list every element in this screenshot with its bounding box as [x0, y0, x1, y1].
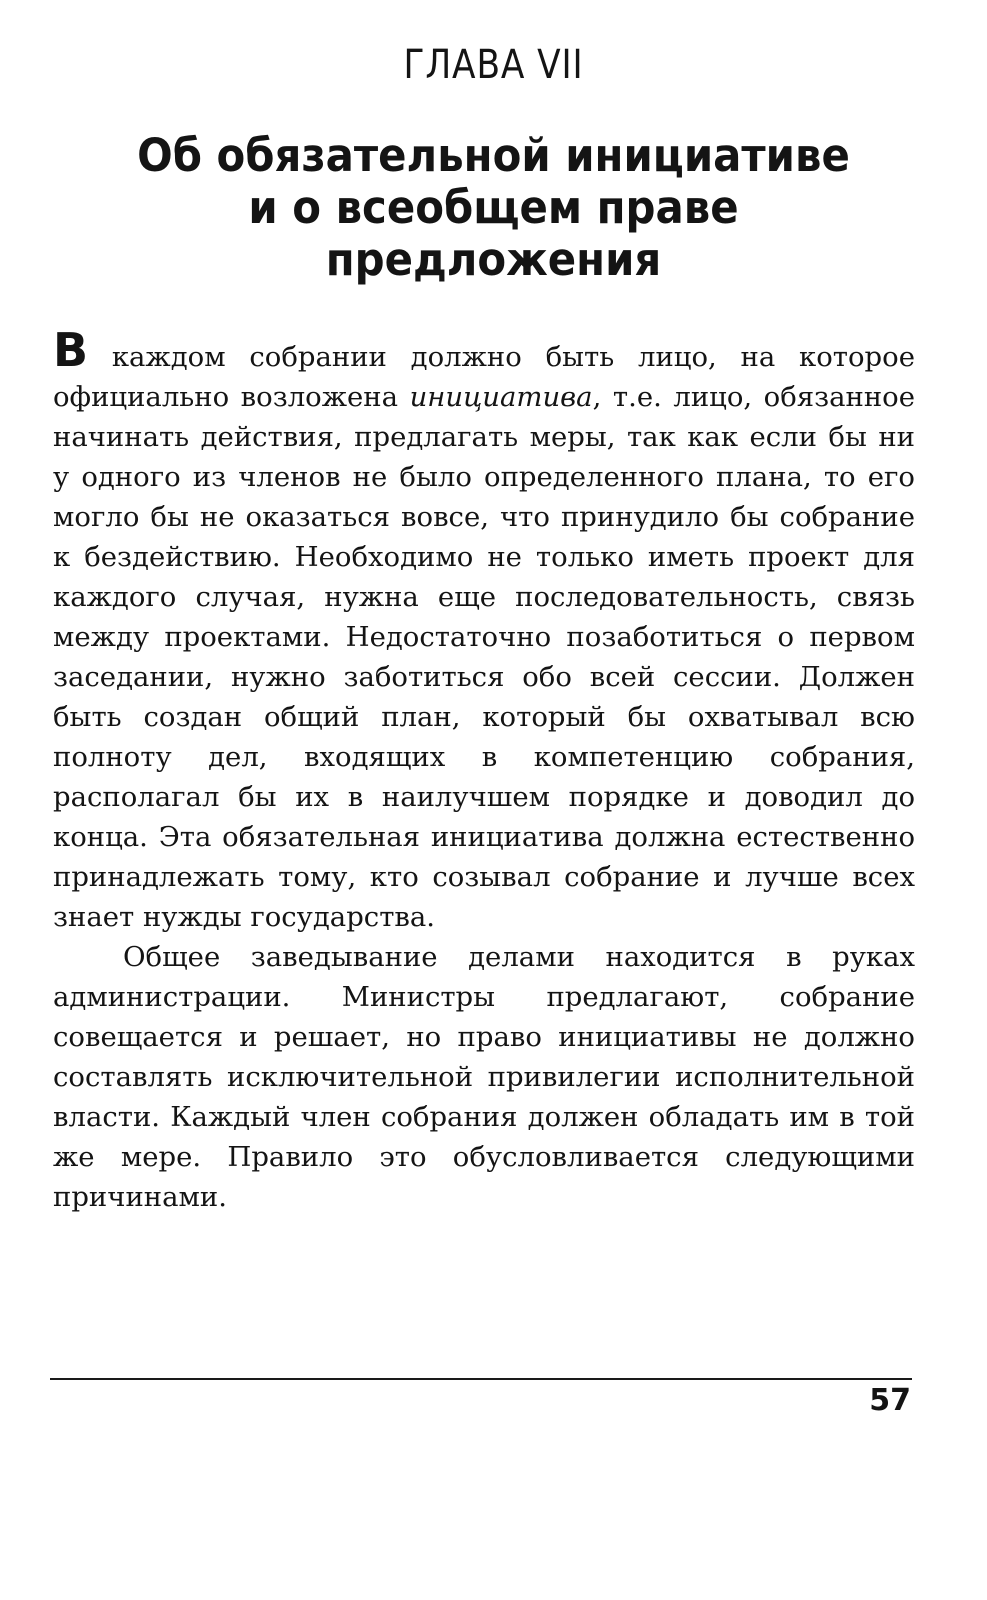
chapter-title [72, 130, 916, 286]
page-number: 57 [869, 1383, 911, 1418]
paragraph-1-emphasis: инициатива [409, 381, 593, 413]
chapter-title-line-3: предложения [325, 233, 662, 286]
body-text [53, 323, 915, 1217]
footer-rule [50, 1378, 912, 1380]
chapter-title-line-1: Об обязательной инициативе [137, 129, 850, 182]
paragraph-1-text-a: каждом собрании должно быть лицо, на которое официально возложена [53, 341, 915, 413]
chapter-title-line-2: и о всеобщем праве [248, 181, 739, 234]
chapter-label: ГЛАВА VII [403, 42, 584, 88]
drop-cap: В [53, 323, 89, 377]
paragraph-1 [53, 323, 915, 937]
paragraph-2: Общее заведывание делами находится в руках администрации. Министры предлагают, собрание совещается и решает, но право инициативы не должно составлять исключительной привилегии исполнительной власти. Каждый член собрания должен обладать им в той же мере. Правило это обусловливается следующими причинами. [53, 941, 915, 1213]
paragraph-1-text-b: , т.е. лицо, обязанное начинать действия, предлагать меры, так как если бы ни у одного из членов не было определенного плана, то его могло бы не оказаться вовсе, что принудило бы собрание к бездействию. Необходимо не только иметь проект для каждого случая, нужна еще последовательность, связь между проектами. Недостаточно позаботиться о первом заседании, нужно заботиться обо всей сессии. Должен быть создан общий план, который бы охватывал всю полноту дел, входящих в компетенцию собрания, располагал бы их в наилучшем порядке и доводил до конца. Эта обязательная инициатива должна естественно принадлежать тому, кто созывал собрание и лучше всех знает нужды государства. [53, 381, 915, 933]
